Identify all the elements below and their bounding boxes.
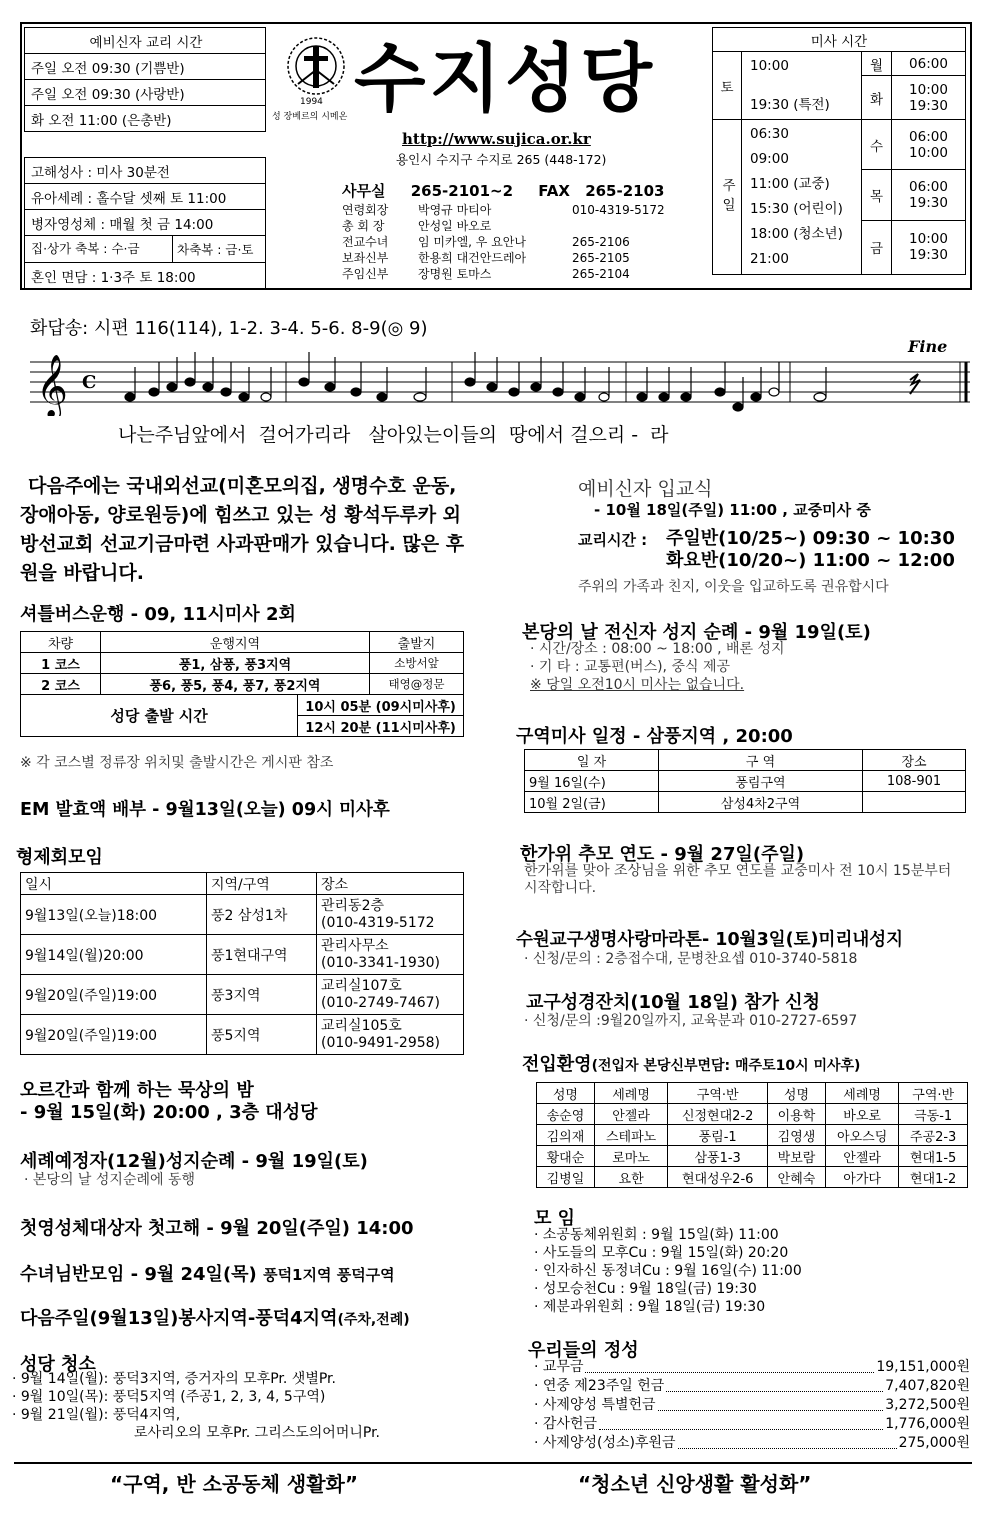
welcome-row: 김병일 요한 현대성우2-6 안혜숙 아가다 현대1-2 [537, 1167, 968, 1188]
list-item: · 제분과위원회 : 9월 18일(금) 19:30 [534, 1299, 766, 1315]
brother-table: 일시 지역/구역 장소 9월13일(오늘)18:00 풍2 삼성1차 관리동2층 (010-4319-5172 9월14일(월)20:00 풍1현대구역 관리사무소 (010-3341-1930) 9월20일(주일)19:00 풍3지역 교리실107호 (010-2749-7467) 9월20일(주일)19:00 풍5지역 교리실105호 (010-9491-2958) [20, 872, 464, 1055]
welcome-title: 전입환영(전입자 본당신부면담: 매주토10시 미사후) [522, 1054, 861, 1075]
treble-clef-icon: 𝄞 [36, 354, 68, 416]
sat-time: 19:30 (특전) [750, 96, 830, 113]
staff-row: 주임신부 장명원 토마스 265-2104 [342, 267, 630, 281]
brother-row: 9월20일(주일)19:00 풍5지역 교리실105호 (010-9491-2958) [21, 1015, 464, 1055]
catechism-row: 화 오전 11:00 (은총반) [25, 106, 266, 132]
office-phone: 265-2101~2 [410, 182, 514, 200]
welcome-row: 황대순 로마노 삼풍1-3 박보람 안젤라 현대1-5 [537, 1146, 968, 1167]
brother-row: 9월13일(오늘)18:00 풍2 삼성1차 관리동2층 (010-4319-5172 [21, 895, 464, 935]
communion-title: 첫영성체대상자 첫고해 - 9월 20일(주일) 14:00 [20, 1218, 414, 1239]
welcome-row: 송순영 안젤라 신정현대2-2 이용학 바오로 극동-1 [537, 1104, 968, 1125]
chuseok-sub: 한가위를 맞아 조상님을 위한 추모 연도를 교중미사 전 10시 15분부터 시작합니다. [524, 863, 952, 896]
catechism-table [24, 27, 266, 289]
district-row: 10월 2일(금) 삼성4차2구역 [525, 792, 966, 813]
entry-line: - 10월 18일(주일) 11:00 , 교중미사 중 [594, 501, 871, 519]
offering-row: · 감사헌금 1,776,000원 [534, 1416, 970, 1432]
cross-logo-icon [284, 34, 348, 98]
sat-time: 10:00 [750, 57, 789, 74]
psalm-lyrics: 나는주님앞에서 걸어가리라 살아있는이들의 땅에서 걸으리 - 라 [118, 424, 669, 446]
marathon-sub: · 신청/문의 : 2층접수대, 문병찬요셉 010-3740-5818 [524, 951, 858, 967]
list-item: · 9월 14일(월): 풍덕3지역, 증거자의 모후Pr. 샛별Pr. [12, 1371, 336, 1387]
district-title: 구역미사 일정 - 삼풍지역 , 20:00 [516, 726, 793, 747]
marriage-row: 혼인 면담 : 1·3주 토 18:00 [25, 263, 266, 289]
clean-list [12, 1370, 380, 1442]
offering-row: · 사제양성(성소)후원금 275,000원 [534, 1435, 970, 1451]
offering-row: · 교무금 19,151,000원 [534, 1359, 970, 1375]
pilgrim-list: · 시간/장소 : 08:00 ~ 18:00 , 배론 성지 · 기 타 : 교통편(버스), 중식 제공 ※ 당일 오전10시 미사는 없습니다. [530, 641, 785, 693]
organ-title: 오르간과 함께 하는 묵상의 밤 - 9월 15일(화) 20:00 , 3층 대성당 [20, 1080, 318, 1123]
chuseok-title: 한가위 추모 연도 - 9월 27일(주일) [520, 844, 805, 865]
welcome-row: 김의재 스테파노 풍림-1 김영생 아오스딩 주공2-3 [537, 1125, 968, 1146]
sun-time: 15:30 (어린이) [750, 201, 843, 217]
clean-title: 성당 청소 [20, 1354, 96, 1375]
shuttle-table: 차량 운행지역 출발지 1 코스 풍1, 삼풍, 풍3지역 소방서앞 2 코스 풍6, 풍5, 풍4, 풍7, 풍2지역 태영@정문 성당 출발 시간 10시 05분 (09시미사후) 12시 20분 (11시미사후) [20, 631, 464, 737]
staff-row: 보좌신부 한용희 대건안드레아 265-2105 [342, 251, 630, 265]
offering-row: · 사제양성 특별헌금 3,272,500원 [534, 1397, 970, 1413]
house-blessing: 집·상가 축복 : 수·금 [25, 236, 173, 262]
shuttle-row: 2 코스 풍6, 풍5, 풍4, 풍7, 풍2지역 태영@정문 [21, 674, 464, 695]
shuttle-note: ※ 각 코스별 정류장 위치및 출발시간은 게시판 참조 [20, 755, 334, 771]
sun-time: 09:00 [750, 151, 789, 167]
footer-motto-left: “구역, 반 소공동체 생활화” [110, 1472, 358, 1496]
mass-title: 미사 시간 [713, 28, 966, 52]
car-blessing: 차축복 : 금·토 [177, 242, 254, 257]
sacrament-row: 유아세례 : 홀수달 셋째 토 11:00 [25, 184, 266, 210]
list-item: · 9월 10일(목): 풍덕5지역 (주공1, 2, 3, 4, 5구역) [12, 1389, 326, 1405]
offering-title: 우리들의 정성 [528, 1340, 639, 1361]
bible-sub: · 신청/문의 :9월20일까지, 교육분과 010-2727-6597 [524, 1013, 858, 1029]
list-item: · 성모승천Cu : 9월 18일(금) 19:30 [534, 1281, 757, 1297]
psalm-title: 화답송: 시편 116(114), 1-2. 3-4. 5-6. 8-9(◎ 9) [30, 318, 428, 339]
welcome-table: 성명 세례명 구역·반 성명 세례명 구역·반 송순영 안젤라 신정현대2-2 이용학 바오로 극동-1 김의재 스테파노 풍림-1 김영생 아오스딩 주공2-3 황대순 로마노 삼풍1-3 박보람 안젤라 현대1-5 김병일 요한 현대성우2-6 안혜숙 아가다 현대1-2 [536, 1082, 968, 1188]
shuttle-row: 1 코스 풍1, 삼풍, 풍3지역 소방서앞 [21, 653, 464, 674]
nun-title: 수녀님반모임 - 9월 24일(목) 풍덕1지역 풍덕구역 [20, 1264, 395, 1285]
weekday-time: 06:00 [892, 52, 966, 76]
brother-title: 형제회모임 [16, 847, 103, 868]
marathon-title: 수원교구생명사랑마라톤- 10월3일(토)미리내성지 [516, 930, 904, 950]
sun-time: 18:00 (청소년) [750, 226, 843, 242]
sun-time: 21:00 [750, 251, 789, 267]
brother-row: 9월20일(주일)19:00 풍3지역 교리실107호 (010-2749-7467) [21, 975, 464, 1015]
offering-row: · 연중 제23주일 헌금 7,407,820원 [534, 1378, 970, 1394]
weekday-label: 수 [862, 120, 892, 170]
sun-label: 주일 [713, 120, 742, 275]
catechism-title: 예비신자 교리 시간 [25, 28, 266, 54]
class-label: 교리시간 : [578, 531, 648, 549]
baptism-sub: · 본당의 날 성지순례에 동행 [24, 1172, 196, 1188]
sun-time: 06:30 [750, 126, 789, 142]
weekday-label: 금 [862, 220, 892, 274]
list-item: · 사도들의 모후Cu : 9월 15일(화) 20:20 [534, 1245, 789, 1261]
logo-caption: 성 장베르의 시메온 [272, 112, 348, 122]
weekday-label: 월 [862, 52, 892, 76]
sat-label: 토 [713, 52, 742, 120]
service-title: 다음주일(9월13일)봉사지역-풍덕4지역(주차,전례) [20, 1308, 410, 1329]
mass-times-table: 미사 시간 토 10:00 19:30 (특전) 월 06:00 화 10:00 19:30 주일 06:30 09:00 11:00 (교중) 15:30 (어린이) 18:00 (청소년) 21:00 수 06:00 10:00 목 06:00 19:30 금 10:00 19:30 [712, 27, 966, 275]
entry-note: 주위의 가족과 친지, 이웃을 입교하도록 권유합시다 [578, 579, 889, 595]
entry-title: 예비신자 입교식 [578, 478, 713, 500]
district-row: 9월 16일(수) 풍림구역 108-901 [525, 771, 966, 792]
district-table: 일 자 구 역 장소 9월 16일(수) 풍림구역 108-901 10월 2일(금) 삼성4차2구역 [524, 749, 966, 813]
staff-row: 총 회 장 안성일 바오로 [342, 219, 492, 233]
rest-icon [910, 374, 920, 394]
footer-rule [14, 1462, 972, 1464]
offering-list [534, 1358, 970, 1453]
fax-label: FAX [538, 182, 570, 200]
logo-year: 1994 [300, 97, 323, 107]
office-label: 사무실 [342, 182, 386, 200]
weekday-label: 화 [862, 76, 892, 120]
class-line1: 주일반(10/25~) 09:30 ~ 10:30 [666, 528, 955, 549]
class-line2: 화요반(10/20~) 11:00 ~ 12:00 [666, 550, 955, 571]
catechism-row: 주일 오전 09:30 (사랑반) [25, 80, 266, 106]
list-item: · 9월 21일(월): 풍덕4지역, [12, 1407, 181, 1423]
meeting-title: 모 임 [534, 1208, 576, 1229]
list-item: · 소공동체위원회 : 9월 15일(화) 11:00 [534, 1227, 779, 1243]
psalm-fine: Fine [908, 337, 948, 356]
pilgrim-title: 본당의 날 전신자 성지 순례 - 9월 19일(토) [522, 622, 871, 643]
music-staff [30, 352, 974, 416]
weekday-label: 목 [862, 170, 892, 220]
parish-address: 용인시 수지구 수지로 265 (448-172) [396, 152, 607, 167]
sun-time: 11:00 (교중) [750, 176, 830, 192]
bible-title: 교구성경잔치(10월 18일) 참가 신청 [526, 992, 821, 1013]
svg-text:C: C [82, 372, 97, 393]
staff-list [342, 202, 702, 282]
sacrament-row: 병자영성체 : 매월 첫 금 14:00 [25, 210, 266, 236]
staff-row: 전교수녀 임 미카엘, 우 요안나 265-2106 [342, 235, 630, 249]
fax-number: 265-2103 [585, 182, 665, 200]
list-item: 로사리오의 모후Pr. 그리스도의어머니Pr. [134, 1425, 380, 1441]
parish-logo [284, 34, 348, 98]
parish-url[interactable]: http://www.sujica.or.kr [402, 130, 591, 148]
em-title: EM 발효액 배부 - 9월13일(오늘) 09시 미사후 [20, 800, 390, 820]
staff-row: 연령회장 박영규 마티아 010-4319-5172 [342, 203, 665, 217]
baptism-title: 세례예정자(12월)성지순례 - 9월 19일(토) [20, 1151, 368, 1172]
catechism-row: 주일 오전 09:30 (기쁨반) [25, 54, 266, 80]
shuttle-title: 셔틀버스운행 - 09, 11시미사 2회 [20, 604, 296, 625]
intro-text: 다음주에는 국내외선교(미혼모의집, 생명수호 운동, 장애아동, 양로원등)에 힘쓰고 있는 성 황석두루카 외방선교회 선교기금마련 사과판매가 있습니다. 많은 후원을 바랍니다. [20, 475, 465, 584]
sacrament-row: 고해성사 : 미사 30분전 [25, 158, 266, 184]
list-item: · 인자하신 동정녀Cu : 9월 16일(수) 11:00 [534, 1263, 802, 1279]
footer-motto-right: “청소년 신앙생활 활성화” [578, 1472, 812, 1496]
brother-row: 9월14일(월)20:00 풍1현대구역 관리사무소 (010-3341-1930) [21, 935, 464, 975]
parish-name: 수지성당 [354, 36, 656, 122]
meeting-list [534, 1226, 802, 1316]
office-line [342, 180, 664, 201]
